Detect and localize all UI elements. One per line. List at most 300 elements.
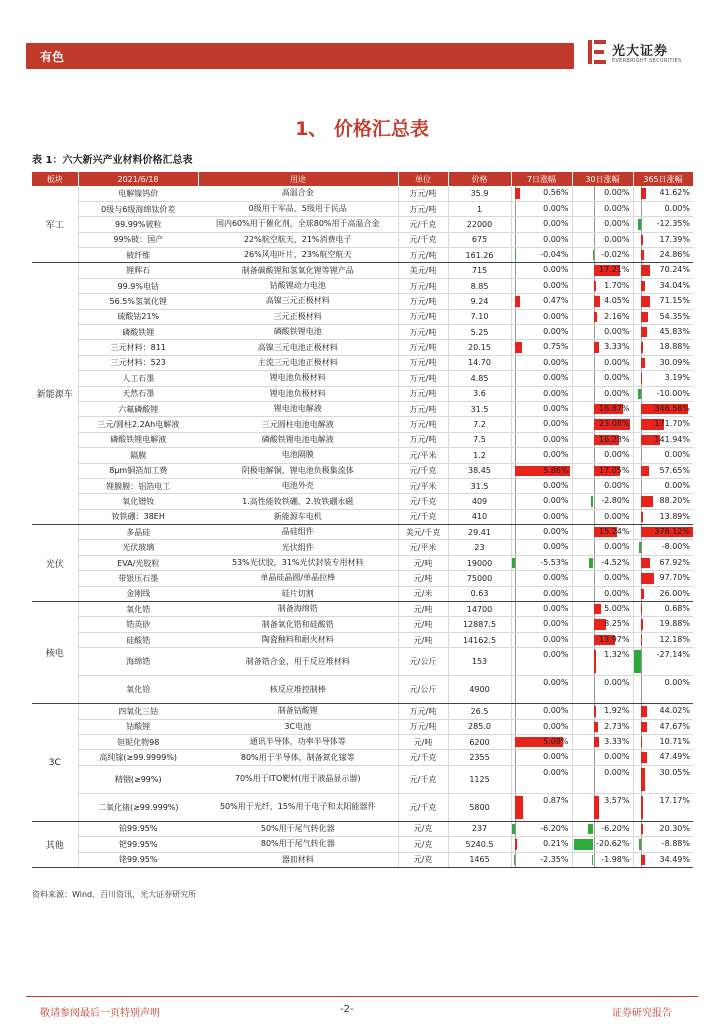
change-label: 54.35% bbox=[659, 311, 690, 321]
change-cell bbox=[633, 648, 693, 676]
change-bar bbox=[515, 188, 520, 199]
table-row bbox=[32, 837, 693, 852]
change-label: 0.00% bbox=[543, 450, 569, 460]
price-cell: 31.5 bbox=[448, 401, 511, 416]
bar-axis bbox=[515, 217, 516, 231]
change-cell bbox=[511, 837, 572, 852]
sector-cell: 3C bbox=[32, 704, 78, 822]
use-cell: 制备钴酸锂 bbox=[198, 704, 398, 719]
unit-cell: 元/吨 bbox=[398, 555, 448, 570]
change-cell bbox=[511, 417, 572, 432]
change-label: 0.00% bbox=[543, 496, 569, 506]
sector-cell: 军工 bbox=[32, 186, 78, 263]
change-label: 16.28% bbox=[598, 434, 630, 444]
price-cell: 8.85 bbox=[448, 278, 511, 293]
price-cell: 2355 bbox=[448, 750, 511, 765]
change-label: 3.19% bbox=[664, 373, 690, 383]
change-label: 30.09% bbox=[659, 357, 690, 367]
bar-axis bbox=[594, 556, 595, 570]
table-row bbox=[32, 586, 693, 601]
table-header-row bbox=[32, 172, 693, 186]
bar-axis bbox=[515, 676, 516, 703]
change-cell bbox=[572, 494, 633, 509]
unit-cell: 万元/吨 bbox=[398, 325, 448, 340]
change-cell bbox=[633, 837, 693, 852]
change-label: 0.00% bbox=[543, 650, 569, 660]
table-row bbox=[32, 186, 693, 201]
material-name-cell: 铍纤维 bbox=[78, 248, 198, 263]
table-row bbox=[32, 201, 693, 216]
material-name-cell: 铑99.95% bbox=[78, 852, 198, 867]
change-cell bbox=[633, 555, 693, 570]
use-cell: 锂电池负极材料 bbox=[198, 386, 398, 401]
change-cell bbox=[572, 478, 633, 493]
use-cell: 电池外壳 bbox=[198, 478, 398, 493]
price-cell: 29.41 bbox=[448, 525, 511, 540]
change-label: 0.00% bbox=[543, 327, 569, 337]
price-cell: 20.15 bbox=[448, 340, 511, 355]
change-cell bbox=[511, 494, 572, 509]
price-cell: 7.2 bbox=[448, 417, 511, 432]
change-cell bbox=[633, 278, 693, 293]
change-cell bbox=[633, 494, 693, 509]
change-label: -10.00% bbox=[656, 388, 690, 398]
table-row bbox=[32, 417, 693, 432]
change-label: -6.20% bbox=[601, 823, 630, 833]
material-name-cell: 磷酸铁锂 bbox=[78, 325, 198, 340]
bar-axis bbox=[594, 186, 595, 201]
unit-cell: 万元/吨 bbox=[398, 186, 448, 201]
change-cell bbox=[511, 632, 572, 647]
table-row bbox=[32, 555, 693, 570]
use-cell: 0级用于军品，5级用于民品 bbox=[198, 201, 398, 216]
bar-axis bbox=[515, 822, 516, 836]
material-name-cell: 光伏玻璃 bbox=[78, 540, 198, 555]
table-row bbox=[32, 294, 693, 309]
price-cell: 4900 bbox=[448, 676, 511, 704]
sector-cell: 光伏 bbox=[32, 525, 78, 602]
bar-axis bbox=[515, 720, 516, 734]
material-name-cell: 硫酸钴21% bbox=[78, 309, 198, 324]
change-bar bbox=[515, 839, 517, 849]
change-cell bbox=[511, 704, 572, 719]
change-label: 0.00% bbox=[664, 203, 690, 213]
bar-axis bbox=[594, 448, 595, 462]
material-name-cell: 钽铌化物98 bbox=[78, 735, 198, 750]
price-cell: 409 bbox=[448, 494, 511, 509]
change-label: 378.12% bbox=[654, 527, 690, 537]
bar-axis bbox=[515, 704, 516, 718]
change-bar bbox=[515, 296, 519, 306]
table-row bbox=[32, 617, 693, 632]
unit-cell: 万元/吨 bbox=[398, 355, 448, 370]
price-cell: 5.25 bbox=[448, 325, 511, 340]
unit-cell: 元/吨 bbox=[398, 735, 448, 750]
change-cell bbox=[633, 509, 693, 524]
material-name-cell: 铂99.95% bbox=[78, 821, 198, 836]
change-label: -8.88% bbox=[661, 839, 690, 849]
table-row bbox=[32, 371, 693, 386]
change-cell bbox=[511, 525, 572, 540]
bar-axis bbox=[515, 617, 516, 631]
change-label: -27.14% bbox=[656, 650, 690, 660]
change-label: 0.00% bbox=[543, 752, 569, 762]
change-label: 0.00% bbox=[543, 619, 569, 629]
material-name-cell: 带银压石墨 bbox=[78, 571, 198, 586]
bar-axis bbox=[515, 202, 516, 216]
bar-axis bbox=[641, 479, 642, 493]
material-name-cell: 56.5%氢氧化锂 bbox=[78, 294, 198, 309]
unit-cell: 元/千克 bbox=[398, 509, 448, 524]
logo-subtext: EVERBRIGHT SECURITIES bbox=[612, 58, 682, 64]
bar-axis bbox=[594, 540, 595, 554]
change-cell bbox=[633, 719, 693, 734]
change-bar bbox=[641, 466, 649, 476]
use-cell: 光伏组件 bbox=[198, 540, 398, 555]
change-cell bbox=[633, 340, 693, 355]
table-row bbox=[32, 525, 693, 540]
use-cell: 阴极电解铜，锂电池负极集流体 bbox=[198, 463, 398, 478]
change-label: 71.15% bbox=[659, 296, 690, 306]
use-cell: 22%航空航天，21%消费电子 bbox=[198, 232, 398, 247]
change-bar bbox=[594, 342, 599, 352]
table-row bbox=[32, 571, 693, 586]
table-row bbox=[32, 765, 693, 793]
change-cell bbox=[572, 821, 633, 836]
change-cell bbox=[511, 852, 572, 867]
table-row bbox=[32, 632, 693, 647]
change-cell bbox=[633, 852, 693, 867]
bar-axis bbox=[515, 633, 516, 647]
page-number: -2- bbox=[340, 1004, 354, 1015]
use-cell: 50%用于尾气转化器 bbox=[198, 821, 398, 836]
change-label: 0.00% bbox=[543, 419, 569, 429]
unit-cell: 万元/吨 bbox=[398, 309, 448, 324]
section-label: 有色 bbox=[40, 50, 65, 64]
change-cell bbox=[633, 401, 693, 416]
change-label: 0.00% bbox=[543, 706, 569, 716]
change-label: 44.02% bbox=[659, 706, 690, 716]
change-label: 171.70% bbox=[654, 419, 690, 429]
price-cell: 1125 bbox=[448, 765, 511, 793]
bar-axis bbox=[515, 556, 516, 570]
use-cell: 器皿材料 bbox=[198, 852, 398, 867]
change-bar bbox=[638, 219, 641, 229]
change-cell bbox=[633, 793, 693, 821]
change-cell bbox=[511, 586, 572, 601]
price-cell: 7.5 bbox=[448, 432, 511, 447]
unit-cell: 万元/吨 bbox=[398, 294, 448, 309]
table-row bbox=[32, 448, 693, 463]
change-label: 5.86% bbox=[543, 465, 569, 475]
change-label: 0.00% bbox=[543, 542, 569, 552]
change-label: 30.05% bbox=[659, 767, 690, 777]
change-cell bbox=[633, 750, 693, 765]
change-label: 45.83% bbox=[659, 327, 690, 337]
sector-cell: 核电 bbox=[32, 602, 78, 704]
column-header: 30日涨幅 bbox=[572, 172, 633, 186]
table-row bbox=[32, 355, 693, 370]
unit-cell: 万元/吨 bbox=[398, 401, 448, 416]
change-label: 0.00% bbox=[543, 588, 569, 598]
change-bar bbox=[512, 558, 515, 568]
table-row bbox=[32, 602, 693, 617]
unit-cell: 万元/吨 bbox=[398, 371, 448, 386]
change-bar bbox=[514, 855, 515, 865]
change-bar bbox=[641, 265, 651, 275]
use-cell: 高镍三元正极材料 bbox=[198, 294, 398, 309]
table-row bbox=[32, 478, 693, 493]
change-cell bbox=[633, 735, 693, 750]
change-cell bbox=[572, 704, 633, 719]
use-cell: 3C电池 bbox=[198, 719, 398, 734]
change-bar bbox=[641, 604, 642, 614]
material-name-cell: 钕铁硼：38EH bbox=[78, 509, 198, 524]
price-cell: 3.6 bbox=[448, 386, 511, 401]
change-cell bbox=[633, 765, 693, 793]
unit-cell: 元/千克 bbox=[398, 217, 448, 232]
change-cell bbox=[633, 617, 693, 632]
change-bar bbox=[641, 768, 645, 791]
use-cell: 50%用于光纤，15%用于电子和太阳能器件 bbox=[198, 793, 398, 821]
material-name-cell: 高纯镓(≥99.9999%) bbox=[78, 750, 198, 765]
use-cell: 陶瓷釉料和耐火材料 bbox=[198, 632, 398, 647]
change-bar bbox=[515, 796, 523, 819]
unit-cell: 元/千克 bbox=[398, 232, 448, 247]
change-cell bbox=[572, 525, 633, 540]
change-label: 0.00% bbox=[543, 511, 569, 521]
unit-cell: 万元/吨 bbox=[398, 719, 448, 734]
change-cell bbox=[572, 648, 633, 676]
unit-cell: 元/公斤 bbox=[398, 648, 448, 676]
bar-axis bbox=[515, 510, 516, 524]
material-name-cell: 8μm铜箔加工费 bbox=[78, 463, 198, 478]
change-cell bbox=[572, 340, 633, 355]
unit-cell: 万元/吨 bbox=[398, 417, 448, 432]
change-bar bbox=[641, 824, 644, 834]
change-cell bbox=[572, 463, 633, 478]
column-header: 用途 bbox=[198, 172, 398, 186]
change-cell bbox=[572, 750, 633, 765]
change-cell bbox=[633, 602, 693, 617]
change-label: 0.00% bbox=[664, 450, 690, 460]
material-name-cell: 99.9%电钴 bbox=[78, 278, 198, 293]
change-bar bbox=[594, 312, 597, 322]
change-label: 13.97% bbox=[598, 634, 630, 644]
unit-cell: 元/千克 bbox=[398, 463, 448, 478]
bar-axis bbox=[515, 853, 516, 867]
change-bar bbox=[588, 824, 594, 834]
change-cell bbox=[633, 248, 693, 263]
change-label: -12.35% bbox=[656, 219, 690, 229]
bar-axis bbox=[515, 448, 516, 462]
change-cell bbox=[633, 540, 693, 555]
change-label: 0.00% bbox=[604, 373, 630, 383]
table-row bbox=[32, 325, 693, 340]
change-bar bbox=[641, 752, 648, 762]
column-header: 单位 bbox=[398, 172, 448, 186]
change-bar bbox=[638, 389, 640, 399]
change-cell bbox=[572, 586, 633, 601]
change-cell bbox=[572, 325, 633, 340]
change-bar bbox=[641, 188, 647, 199]
change-label: 0.00% bbox=[543, 357, 569, 367]
change-cell bbox=[572, 217, 633, 232]
change-label: 15.24% bbox=[598, 527, 630, 537]
bar-axis bbox=[594, 387, 595, 401]
change-label: 0.00% bbox=[543, 203, 569, 213]
column-header: 7日涨幅 bbox=[511, 172, 572, 186]
bar-axis bbox=[641, 448, 642, 462]
change-label: 0.00% bbox=[604, 752, 630, 762]
use-cell: 80%用于半导体，制备氮化镓等 bbox=[198, 750, 398, 765]
change-cell bbox=[511, 309, 572, 324]
change-label: 0.00% bbox=[604, 511, 630, 521]
change-bar bbox=[641, 281, 646, 291]
price-cell: 38.45 bbox=[448, 463, 511, 478]
change-label: -0.04% bbox=[540, 250, 569, 260]
unit-cell: 万元/吨 bbox=[398, 386, 448, 401]
table-row bbox=[32, 309, 693, 324]
change-bar bbox=[641, 342, 644, 352]
bar-axis bbox=[515, 356, 516, 370]
change-cell bbox=[633, 371, 693, 386]
bar-axis bbox=[515, 525, 516, 539]
change-label: 67.92% bbox=[659, 557, 690, 567]
change-cell bbox=[511, 355, 572, 370]
use-cell: 磷酸铁锂电池 bbox=[198, 325, 398, 340]
bar-axis bbox=[515, 571, 516, 585]
change-label: 0.00% bbox=[543, 403, 569, 413]
table-body bbox=[32, 186, 693, 867]
change-label: 0.00% bbox=[543, 388, 569, 398]
use-cell: 硅片切割 bbox=[198, 586, 398, 601]
use-cell: 制备锆合金，用于反应堆材料 bbox=[198, 648, 398, 676]
change-label: 0.00% bbox=[543, 480, 569, 490]
use-cell: 国内60%用于催化剂，全球80%用于高温合金 bbox=[198, 217, 398, 232]
change-cell bbox=[511, 735, 572, 750]
price-cell: 4.85 bbox=[448, 371, 511, 386]
change-bar bbox=[641, 235, 643, 245]
bar-axis bbox=[515, 371, 516, 385]
price-cell: 161.26 bbox=[448, 248, 511, 263]
material-name-cell: EVA/光胶粒 bbox=[78, 555, 198, 570]
change-bar bbox=[641, 722, 648, 732]
unit-cell: 美元/吨 bbox=[398, 263, 448, 278]
change-bar bbox=[593, 250, 594, 260]
change-cell bbox=[572, 676, 633, 704]
change-bar bbox=[639, 839, 641, 849]
change-label: 47.67% bbox=[659, 721, 690, 731]
material-name-cell: 二氧化锗(≥99.999%) bbox=[78, 793, 198, 821]
material-name-cell: 锆英砂 bbox=[78, 617, 198, 632]
table-row bbox=[32, 704, 693, 719]
sector-cell: 其他 bbox=[32, 821, 78, 867]
change-label: 0.00% bbox=[543, 234, 569, 244]
change-cell bbox=[572, 852, 633, 867]
change-label: 0.56% bbox=[543, 188, 569, 197]
bar-axis bbox=[594, 587, 595, 601]
use-cell: 晶硅组件 bbox=[198, 525, 398, 540]
change-bar bbox=[594, 737, 599, 747]
price-cell: 75000 bbox=[448, 571, 511, 586]
change-cell bbox=[511, 340, 572, 355]
material-name-cell: 人工石墨 bbox=[78, 371, 198, 386]
unit-cell: 元/吨 bbox=[398, 617, 448, 632]
change-label: 18.87% bbox=[598, 403, 630, 413]
bar-axis bbox=[515, 402, 516, 416]
use-cell: 电池隔膜 bbox=[198, 448, 398, 463]
change-label: 3.33% bbox=[604, 737, 630, 746]
change-cell bbox=[572, 309, 633, 324]
bar-axis bbox=[515, 494, 516, 508]
bar-axis bbox=[641, 648, 642, 675]
use-cell: 70%用于ITO靶材(用于液晶显示器) bbox=[198, 765, 398, 793]
change-bar bbox=[641, 496, 653, 506]
table-row bbox=[32, 793, 693, 821]
change-label: 17.17% bbox=[659, 795, 690, 805]
change-cell bbox=[511, 294, 572, 309]
change-bar bbox=[641, 296, 651, 306]
bar-axis bbox=[594, 822, 595, 836]
change-label: 0.00% bbox=[604, 234, 630, 244]
bar-axis bbox=[515, 648, 516, 675]
footer-report-type: 证券研究报告 bbox=[612, 1008, 672, 1019]
use-cell: 锂电池电解液 bbox=[198, 401, 398, 416]
change-cell bbox=[511, 571, 572, 586]
material-name-cell: 三元/圆柱2.2Ah电解液 bbox=[78, 417, 198, 432]
use-cell: 主流三元电池正极材料 bbox=[198, 355, 398, 370]
use-cell: 高镍三元电池正极材料 bbox=[198, 340, 398, 355]
change-label: 0.00% bbox=[664, 678, 690, 688]
change-cell bbox=[572, 602, 633, 617]
table-row bbox=[32, 676, 693, 704]
change-label: -5.53% bbox=[540, 557, 569, 567]
change-label: 141.94% bbox=[654, 434, 690, 444]
section-header-bar bbox=[26, 43, 574, 69]
price-cell: 7.10 bbox=[448, 309, 511, 324]
change-label: 0.00% bbox=[604, 767, 630, 777]
change-label: 3.33% bbox=[604, 342, 630, 352]
unit-cell: 万元/吨 bbox=[398, 278, 448, 293]
change-cell bbox=[572, 263, 633, 278]
column-header: 365日涨幅 bbox=[633, 172, 693, 186]
unit-cell: 美元/千克 bbox=[398, 525, 448, 540]
change-cell bbox=[572, 401, 633, 416]
change-bar bbox=[641, 619, 644, 629]
change-label: 12.18% bbox=[659, 634, 690, 644]
use-cell: 新能源车电机 bbox=[198, 509, 398, 524]
bar-axis bbox=[515, 766, 516, 793]
material-name-cell: 电解镍钨价 bbox=[78, 186, 198, 201]
use-cell: 制备氧化锆和硅酸锆 bbox=[198, 617, 398, 632]
change-bar bbox=[594, 604, 602, 614]
material-name-cell: 磷酸铁锂电解液 bbox=[78, 432, 198, 447]
column-header: 价格 bbox=[448, 172, 511, 186]
change-bar bbox=[641, 796, 643, 819]
change-cell bbox=[572, 735, 633, 750]
change-cell bbox=[511, 371, 572, 386]
price-cell: 1465 bbox=[448, 852, 511, 867]
material-name-cell: 硅酸锆 bbox=[78, 632, 198, 647]
use-cell: 锂电池负极材料 bbox=[198, 371, 398, 386]
table-row bbox=[32, 217, 693, 232]
unit-cell: 元/千克 bbox=[398, 750, 448, 765]
change-label: 0.00% bbox=[604, 203, 630, 213]
change-label: 0.00% bbox=[543, 311, 569, 321]
use-cell: 53%光伏胶，31%光伏封装专用材料 bbox=[198, 555, 398, 570]
table-row bbox=[32, 340, 693, 355]
